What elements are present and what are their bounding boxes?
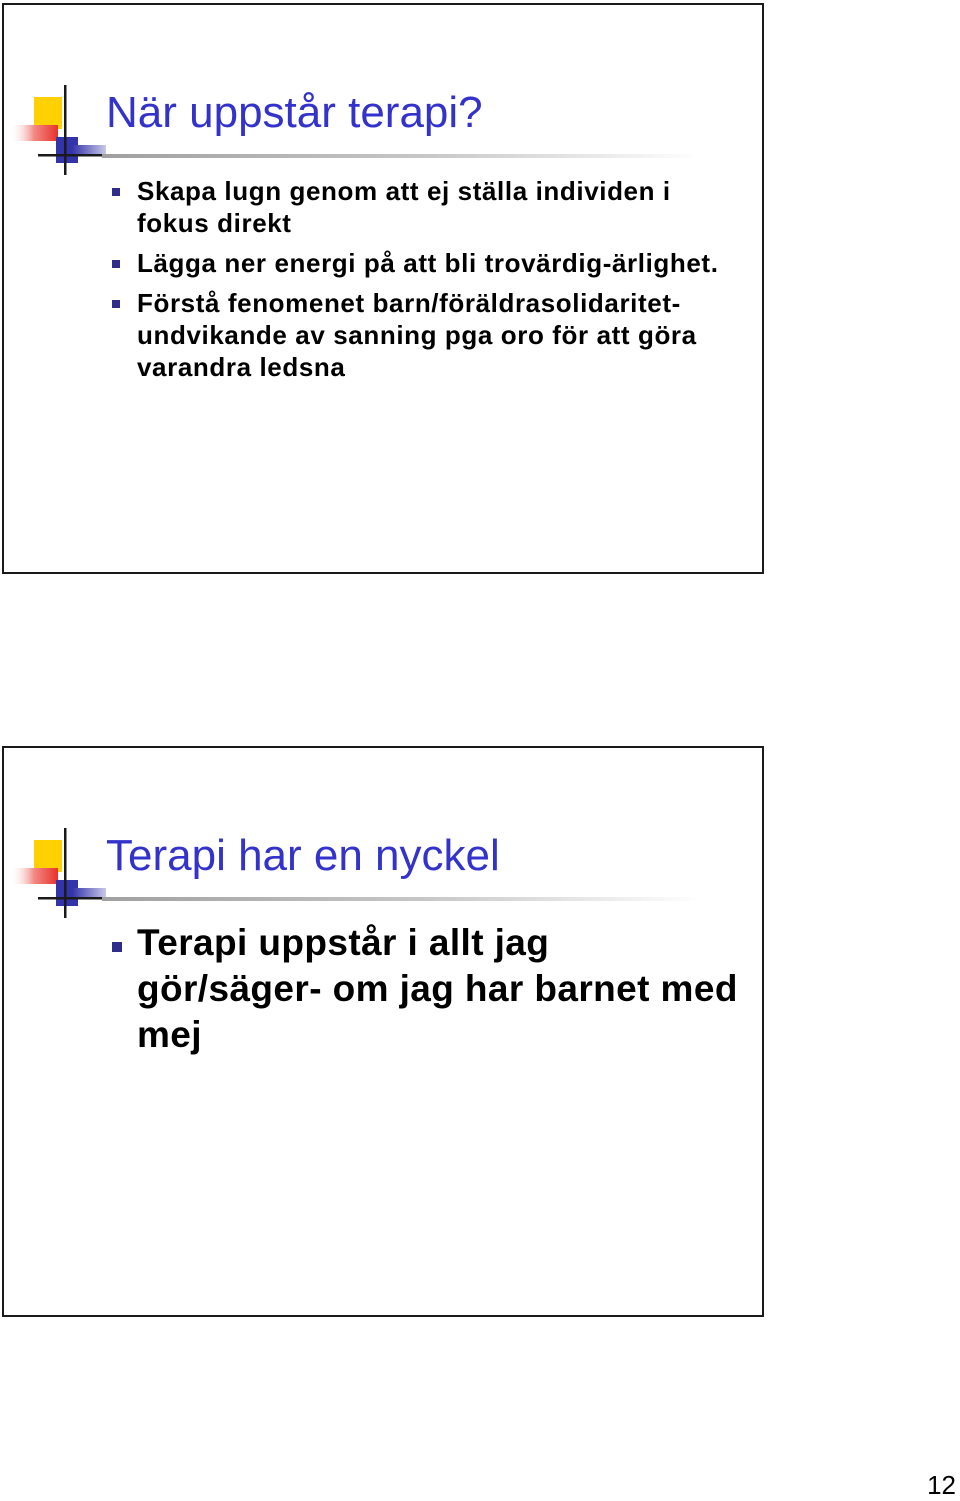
- bullet-text: Lägga ner energi på att bli trovärdig-ärlighet.: [137, 248, 719, 278]
- title-decoration-icon: [10, 828, 110, 923]
- bullet-item: [4, 920, 744, 1058]
- bullet-text: Terapi uppstår i allt jag gör/säger- om jag har barnet med mej: [137, 922, 738, 1055]
- slide-title: När uppstår terapi?: [106, 88, 483, 137]
- square-bullet-icon: [112, 300, 120, 308]
- title-underline: [102, 154, 702, 158]
- square-bullet-icon: [112, 188, 120, 196]
- title-underline: [102, 897, 702, 901]
- slide-title: Terapi har en nyckel: [106, 831, 500, 880]
- slide-1: [2, 3, 764, 574]
- square-bullet-icon: [112, 942, 122, 952]
- bullet-item: [4, 287, 744, 383]
- bullet-item: [4, 247, 744, 279]
- bullet-text: Skapa lugn genom att ej ställa individen i fokus direkt: [137, 176, 671, 238]
- bullet-list: [4, 175, 744, 391]
- page-number: 12: [927, 1470, 956, 1500]
- title-decoration-icon: [10, 85, 110, 180]
- bullet-list: [4, 920, 744, 1058]
- bullet-item: [4, 175, 744, 239]
- slide-2: [2, 746, 764, 1317]
- bullet-text: Förstå fenomenet barn/föräldrasolidaritet- undvikande av sanning pga oro för att göra varandra ledsna: [137, 288, 697, 382]
- square-bullet-icon: [112, 260, 120, 268]
